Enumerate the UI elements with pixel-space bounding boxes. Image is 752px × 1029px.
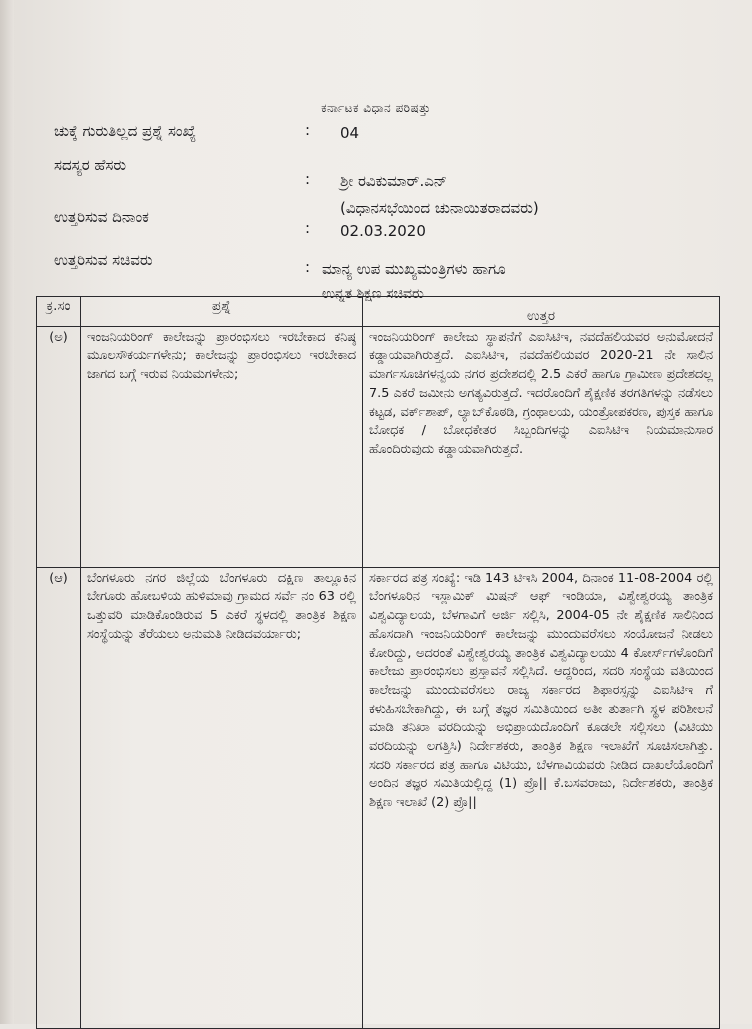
date-label: ಉತ್ತರಿಸುವ ದಿನಾಂಕ (54, 208, 149, 226)
colon: : (305, 121, 311, 139)
header-serial: ಕ್ರ.ಸಂ (37, 297, 81, 327)
minister-label: ಉತ್ತರಿಸುವ ಸಚಿವರು (54, 251, 153, 269)
row-serial: (ಆ) (37, 567, 81, 1028)
page-edge-shadow (0, 0, 14, 1024)
row-question: ಬೆಂಗಳೂರು ನಗರ ಜಿಲ್ಲೆಯ ಬೆಂಗಳೂರು ದಕ್ಷಿಣ ತಾಲ್ಲೂಕಿನ ಬೇಗೂರು ಹೋಬಳಿಯ ಹುಳಿಮಾವು ಗ್ರಾಮದ ಸರ್ವೆ ನಂ 63 ರಲ್ಲಿ ಒತ್ತುವರಿ ಮಾಡಿಕೊಂಡಿರುವ 5 ಎಕರೆ ಸ್ಥಳದಲ್ಲಿ ತಾಂತ್ರಿಕ ಶಿಕ್ಷಣ ಸಂಸ್ಥೆಯನ್ನು ತೆರೆಯಲು ಅನುಮತಿ ನೀಡಿದವರ್ಯಾರು; (81, 567, 363, 1028)
question-answer-table (36, 296, 720, 1029)
question-number-value: 04 (340, 124, 360, 142)
colon: : (305, 258, 311, 276)
row-answer: ಸರ್ಕಾರದ ಪತ್ರ ಸಂಖ್ಯೆ: ಇಡಿ 143 ಟಿಇಸಿ 2004, ದಿನಾಂಕ 11-08-2004 ರಲ್ಲಿ ಬೆಂಗಳೂರಿನ ಇಸ್ಲಾಮಿಕ್ ಮಿಷನ್ ಆಫ್ ಇಂಡಿಯಾ, ವಿಶ್ವೇಶ್ವರಯ್ಯ ತಾಂತ್ರಿಕ ವಿಶ್ವವಿದ್ಯಾಲಯ, ಬೆಳಗಾವಿಗೆ ಅರ್ಜಿ ಸಲ್ಲಿಸಿ, 2004-05 ನೇ ಶೈಕ್ಷಣಿಕ ಸಾಲಿನಿಂದ ಹೊಸದಾಗಿ ಇಂಜನಿಯರಿಂಗ್ ಕಾಲೇಜನ್ನು ಮುಂದುವರೆಸಲು ಸಂಯೋಜನೆ ನೀಡಲು ಕೋರಿದ್ದು, ಅದರಂತೆ ವಿಶ್ವೇಶ್ವರಯ್ಯ ತಾಂತ್ರಿಕ ವಿಶ್ವವಿದ್ಯಾಲಯು 4 ಕೋರ್ಸ್‌ಗಳೊಂದಿಗೆ ಕಾಲೇಜು ಪ್ರಾರಂಭಿಸಲು ಪ್ರಸ್ತಾವನೆ ಸಲ್ಲಿಸಿದೆ. ಆದ್ದರಿಂದ, ಸದರಿ ಸಂಸ್ಥೆಯ ವತಿಯಿಂದ ಕಾಲೇಜನ್ನು ಮುಂದುವರೆಸಲು ರಾಜ್ಯ ಸರ್ಕಾರದ ಶಿಫಾರಸ್ಸನ್ನು ಎಐಸಿಟಿಇ ಗೆ ಕಳುಹಿಸಬೇಕಾಗಿದ್ದು, ಈ ಬಗ್ಗೆ ತಜ್ಞರ ಸಮಿತಿಯಿಂದ ಅತೀ ತುರ್ತಾಗಿ ಸ್ಥಳ ಪರಿಶೀಲನೆ ಮಾಡಿ ತನಿಖಾ ವರದಿಯನ್ನು ಅಭಿಪ್ರಾಯದೊಂದಿಗೆ ಕೂಡಲೇ ಸಲ್ಲಿಸಲು (ವಿಟಿಯು ವರದಿಯನ್ನು ಲಗತ್ತಿಸಿ) ನಿರ್ದೇಶಕರು, ತಾಂತ್ರಿಕ ಶಿಕ್ಷಣ ಇಲಾಖೆಗೆ ಸೂಚಿಸಲಾಗಿತ್ತು. ಸದರಿ ಸರ್ಕಾರದ ಪತ್ರ ಹಾಗೂ ವಿಟಿಯು, ಬೆಳಗಾವಿಯವರು ನೀಡಿದ ದಾಖಲೆಯೊಂದಿಗೆ ಅಂದಿನ ತಜ್ಞರ ಸಮಿತಿಯಲ್ಲಿದ್ದ (1) ಪ್ರೊ|| ಕೆ.ಬಸವರಾಜು, ನಿರ್ದೇಶಕರು, ತಾಂತ್ರಿಕ ಶಿಕ್ಷಣ ಇಲಾಖೆ (2) ಪ್ರೊ|| (363, 567, 720, 1028)
date-value: 02.03.2020 (340, 222, 426, 240)
minister-line-2: ಉನ್ನತ ಶಿಕ್ಷಣ ಸಚಿವರು (322, 286, 424, 302)
row-question: ಇಂಜನಿಯರಿಂಗ್ ಕಾಲೇಜನ್ನು ಪ್ರಾರಂಭಿಸಲು ಇರಬೇಕಾದ ಕನಿಷ್ಠ ಮೂಲಸೌಕರ್ಯಗಳೇನು; ಕಾಲೇಜನ್ನು ಪ್ರಾರಂಭಿಸಲು ಇರಬೇಕಾದ ಜಾಗದ ಬಗ್ಗೆ ಇರುವ ನಿಯಮಗಳೇನು; (81, 326, 363, 567)
table-header-row (37, 297, 720, 327)
table-row (37, 326, 720, 567)
row-answer: ಇಂಜನಿಯರಿಂಗ್ ಕಾಲೇಜು ಸ್ಥಾಪನೆಗೆ ಎಐಸಿಟಿಇ, ನವದೆಹಲಿಯವರ ಅನುಮೋದನೆ ಕಡ್ಡಾಯವಾಗಿರುತ್ತದೆ. ಎಐಸಿಟಿಇ, ನವದೆಹಲಿಯವರ 2020-21 ನೇ ಸಾಲಿನ ಮಾರ್ಗಸೂಚಿಗಳನ್ವಯ ನಗರ ಪ್ರದೇಶದಲ್ಲಿ 2.5 ಎಕರೆ ಹಾಗೂ ಗ್ರಾಮೀಣ ಪ್ರದೇಶದಲ್ಲ 7.5 ಎಕರೆ ಜಮೀನು ಅಗತ್ಯವಿರುತ್ತದೆ. ಇದರೊಂದಿಗೆ ಶೈಕ್ಷಣಿಕ ತರಗತಿಗಳನ್ನು ನಡೆಸಲು ಕಟ್ಟಡ, ವರ್ಕ್‌ಶಾಪ್, ಲ್ಯಾಬ್‌ಕೊಠಡಿ, ಗ್ರಂಥಾಲಯ, ಯಂತ್ರೋಪಕರಣ, ಪುಸ್ತಕ ಹಾಗೂ ಬೋಧಕ / ಬೋಧಕೇತರ ಸಿಬ್ಬಂದಿಗಳನ್ನು ಎಐಸಿಟಿಇ ನಿಯಮಾನುಸಾರ ಹೊಂದಿರುವುದು ಕಡ್ಡಾಯವಾಗಿರುತ್ತದೆ. (363, 326, 720, 567)
document-heading: ಕರ್ನಾಟಕ ವಿಧಾನ ಪರಿಷತ್ತು (321, 101, 431, 115)
colon: : (305, 219, 311, 237)
question-number-label: ಚುಕ್ಕೆ ಗುರುತಿಲ್ಲದ ಪ್ರಶ್ನೆ ಸಂಖ್ಯೆ (54, 122, 197, 140)
row-serial: (ಅ) (37, 326, 81, 567)
header-answer: ಉತ್ತರ (363, 297, 720, 327)
member-label: ಸದಸ್ಯರ ಹೆಸರು (54, 156, 127, 174)
minister-line-1: ಮಾನ್ಯ ಉಪ ಮುಖ್ಯಮಂತ್ರಿಗಳು ಹಾಗೂ (322, 260, 506, 278)
member-note: (ವಿಧಾನಸಭೆಯಿಂದ ಚುನಾಯಿತರಾದವರು) (340, 199, 539, 217)
member-name: ಶ್ರೀ ರವಿಕುಮಾರ್.ಎನ್ (340, 172, 448, 190)
header-question: ಪ್ರಶ್ನೆ (81, 297, 363, 327)
table-row (37, 567, 720, 1028)
colon: : (305, 170, 311, 188)
